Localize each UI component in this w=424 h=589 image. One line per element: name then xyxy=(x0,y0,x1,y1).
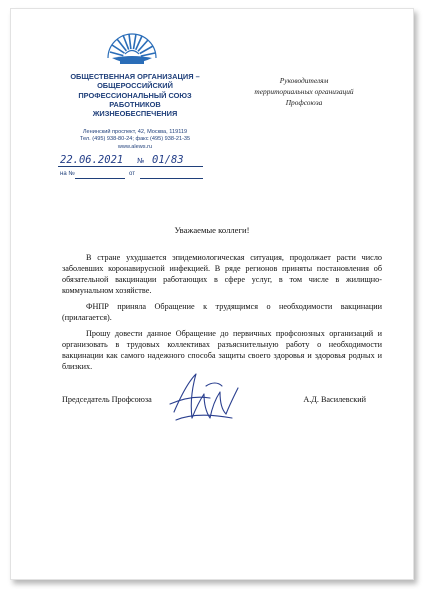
website: www.alews.ru xyxy=(117,143,153,150)
addressee-line: Профсоюза xyxy=(285,98,323,108)
addressee xyxy=(244,75,364,109)
reply-date-blank xyxy=(140,178,203,179)
outgoing-date: 22.06.2021 xyxy=(60,154,124,166)
body-paragraph: В стране ухудшается эпидемиологическая ситуация, продолжает расти число заболевших коронавирусной инфекцией. В ряде регионов приняты постановления об обязательной вакцинации работающих в сфере услуг, в том числе в жилищно-коммунальном хозяйстве. xyxy=(62,253,382,295)
org-name-line: ОБЩЕСТВЕННАЯ ОРГАНИЗАЦИЯ – xyxy=(70,72,200,81)
body-paragraph: ФНПР приняла Обращение к трудящимся о необходимости вакцинации (прилагается). xyxy=(62,302,382,322)
signatory-name: А.Д. Василевский xyxy=(303,395,366,404)
org-name-line: ПРОФЕССИОНАЛЬНЫЙ СОЮЗ xyxy=(78,90,192,100)
addressee-line: Руководителям xyxy=(279,76,329,85)
reply-date-label: от xyxy=(129,171,135,177)
signatory-title: Председатель Профсоюза xyxy=(62,395,152,404)
reply-number-blank xyxy=(75,178,125,179)
contact-block xyxy=(60,129,210,151)
number-sign: № xyxy=(137,157,145,165)
greeting: Уважаемые коллеги! xyxy=(174,225,250,235)
organization-name xyxy=(60,72,210,118)
org-name-line: РАБОТНИКОВ xyxy=(109,99,161,109)
reference-block xyxy=(58,154,208,178)
letter-body xyxy=(62,252,382,372)
org-name-line: ЖИЗНЕОБЕСПЕЧЕНИЯ xyxy=(92,109,178,119)
org-name-line: ОБЩЕРОССИЙСКИЙ xyxy=(97,81,173,91)
phone-fax: Тел. (495) 938-80-24; факс (495) 938-21-35 xyxy=(79,136,191,143)
handwritten-signature xyxy=(166,368,244,426)
reply-to-label: на № xyxy=(60,171,75,177)
trade-union-emblem-icon xyxy=(106,32,158,68)
body-paragraph: Прошу довести данное Обращение до первичных профсоюзных организаций и организовать в трудовых коллективах разъяснительную работу о необходимости вакцинации как самого надежного способа защиты своего здоровья и здоровья родных и близких. xyxy=(62,329,382,371)
postal-address: Ленинский проспект, 42, Москва, 119119 xyxy=(82,129,188,135)
addressee-line: территориальных организаций xyxy=(254,87,354,97)
outgoing-number: 01/83 xyxy=(152,154,184,166)
reference-line xyxy=(58,166,203,167)
